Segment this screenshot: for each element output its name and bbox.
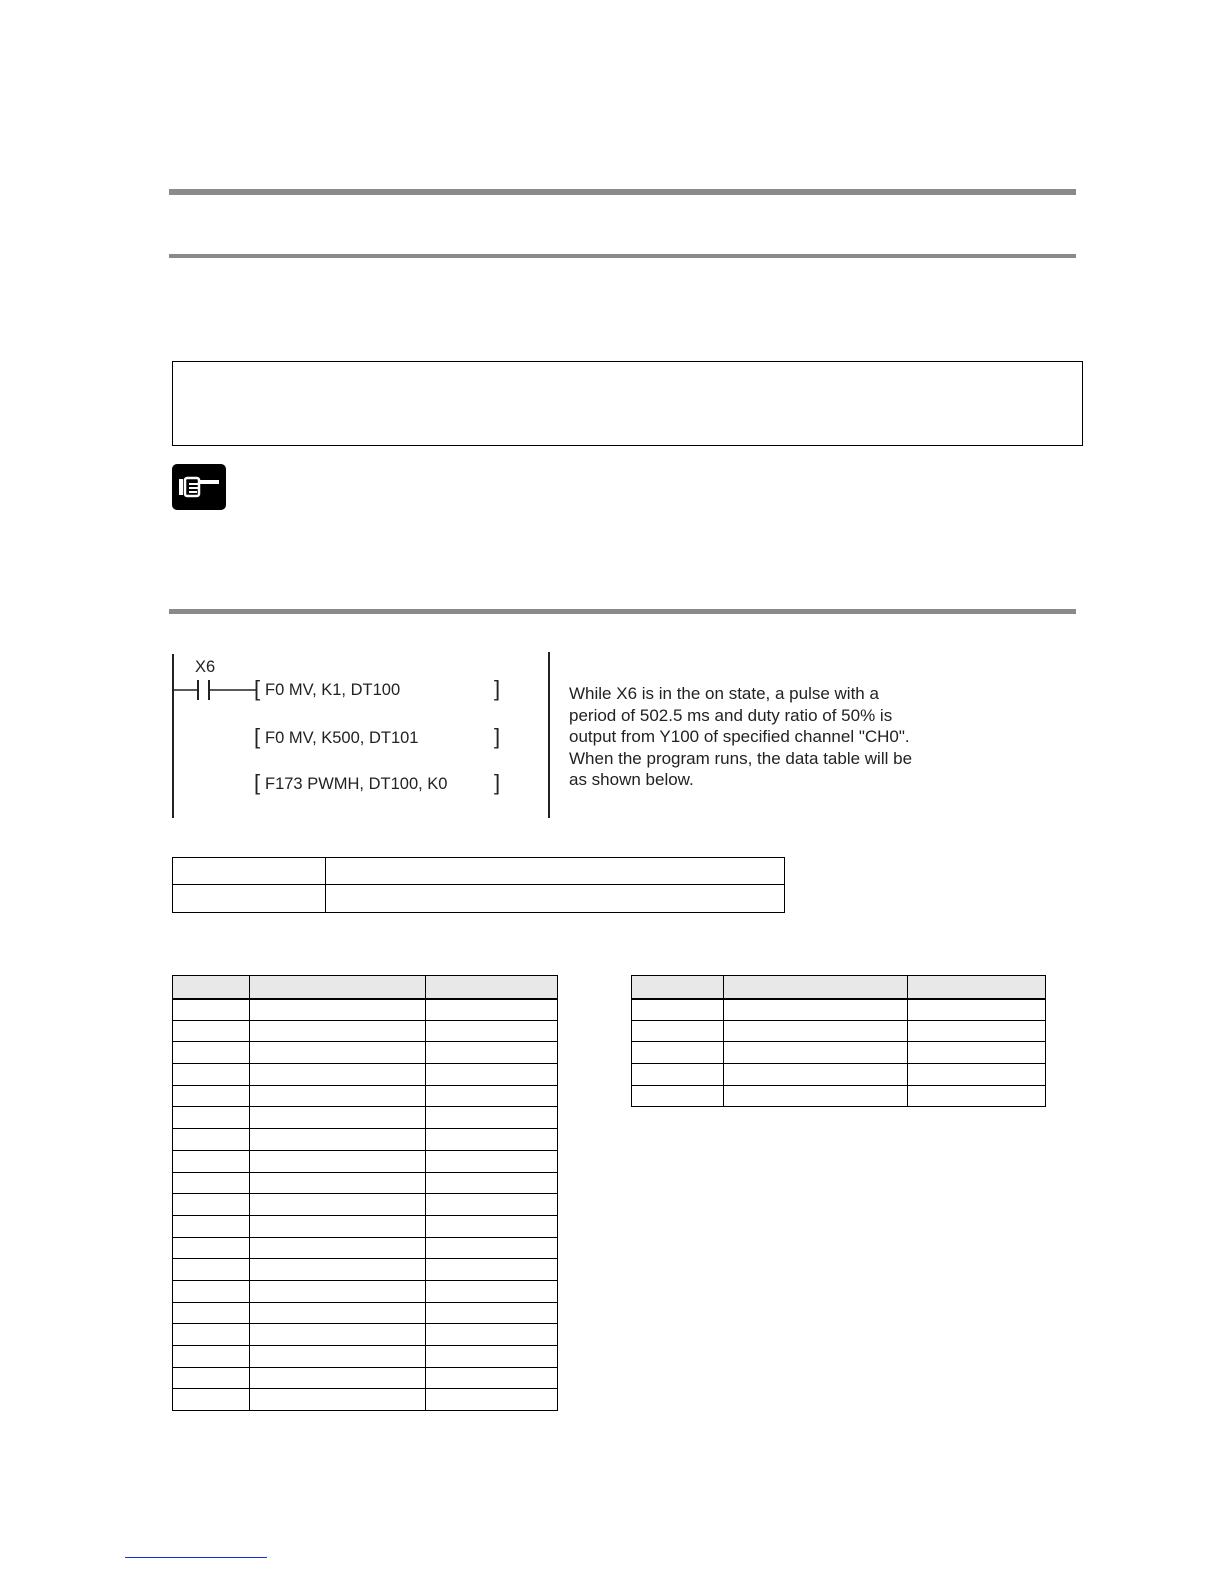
bracket-close-2: ] bbox=[494, 724, 501, 749]
contact-label: X6 bbox=[195, 658, 216, 676]
table-row bbox=[173, 1042, 558, 1064]
table-row bbox=[173, 1367, 558, 1389]
format-box bbox=[172, 361, 1083, 446]
table-row bbox=[632, 1085, 1046, 1107]
table-row bbox=[173, 1107, 558, 1129]
table-row bbox=[173, 1302, 558, 1324]
description-line: as shown below. bbox=[569, 770, 694, 789]
description-line: When the program runs, the data table will be bbox=[569, 748, 913, 768]
table-row bbox=[632, 999, 1046, 1021]
table-row bbox=[632, 1042, 1046, 1064]
instruction-3: F173 PWMH, DT100, K0 bbox=[265, 775, 448, 793]
bracket-open-3: [ bbox=[254, 770, 261, 795]
table-row bbox=[173, 885, 785, 913]
channel-table bbox=[172, 857, 785, 913]
footer-link-underline[interactable] bbox=[125, 1557, 267, 1558]
table-row bbox=[173, 999, 558, 1021]
table-row bbox=[173, 1150, 558, 1172]
table-row bbox=[173, 1324, 558, 1346]
table-row bbox=[173, 1346, 558, 1368]
table-row bbox=[173, 858, 785, 885]
table-row bbox=[173, 1172, 558, 1194]
divider-line bbox=[548, 652, 550, 818]
bracket-open-1: [ bbox=[254, 676, 261, 701]
table-row bbox=[173, 1085, 558, 1107]
data-table-right bbox=[631, 975, 1046, 1107]
ladder-diagram bbox=[160, 648, 560, 824]
table-row bbox=[632, 1064, 1046, 1086]
table-row bbox=[173, 1237, 558, 1259]
table-row bbox=[632, 1020, 1046, 1042]
bracket-close-3: ] bbox=[494, 770, 501, 795]
table-row bbox=[173, 1194, 558, 1216]
instruction-1: F0 MV, K1, DT100 bbox=[265, 681, 401, 699]
top-rule bbox=[169, 189, 1076, 195]
example-description bbox=[569, 683, 959, 791]
description-line: output from Y100 of specified channel "CH0". bbox=[569, 727, 910, 746]
table-row bbox=[173, 1389, 558, 1411]
table-header-row bbox=[173, 976, 558, 999]
description-line: period of 502.5 ms and duty ratio of 50% is bbox=[569, 705, 893, 725]
data-table-left bbox=[172, 975, 558, 1411]
table-header-row bbox=[632, 976, 1046, 999]
table-row bbox=[173, 1215, 558, 1237]
pointing-hand-icon bbox=[172, 464, 226, 510]
section-rule bbox=[169, 609, 1076, 614]
table-row bbox=[173, 1020, 558, 1042]
table-row bbox=[173, 1064, 558, 1086]
table-row bbox=[173, 1280, 558, 1302]
table-row bbox=[173, 1129, 558, 1151]
description-line: While X6 is in the on state, a pulse with a bbox=[569, 684, 879, 703]
instruction-2: F0 MV, K500, DT101 bbox=[265, 729, 419, 747]
bracket-close-1: ] bbox=[494, 676, 501, 701]
second-rule bbox=[169, 254, 1076, 258]
table-row bbox=[173, 1259, 558, 1281]
bracket-open-2: [ bbox=[254, 724, 261, 749]
